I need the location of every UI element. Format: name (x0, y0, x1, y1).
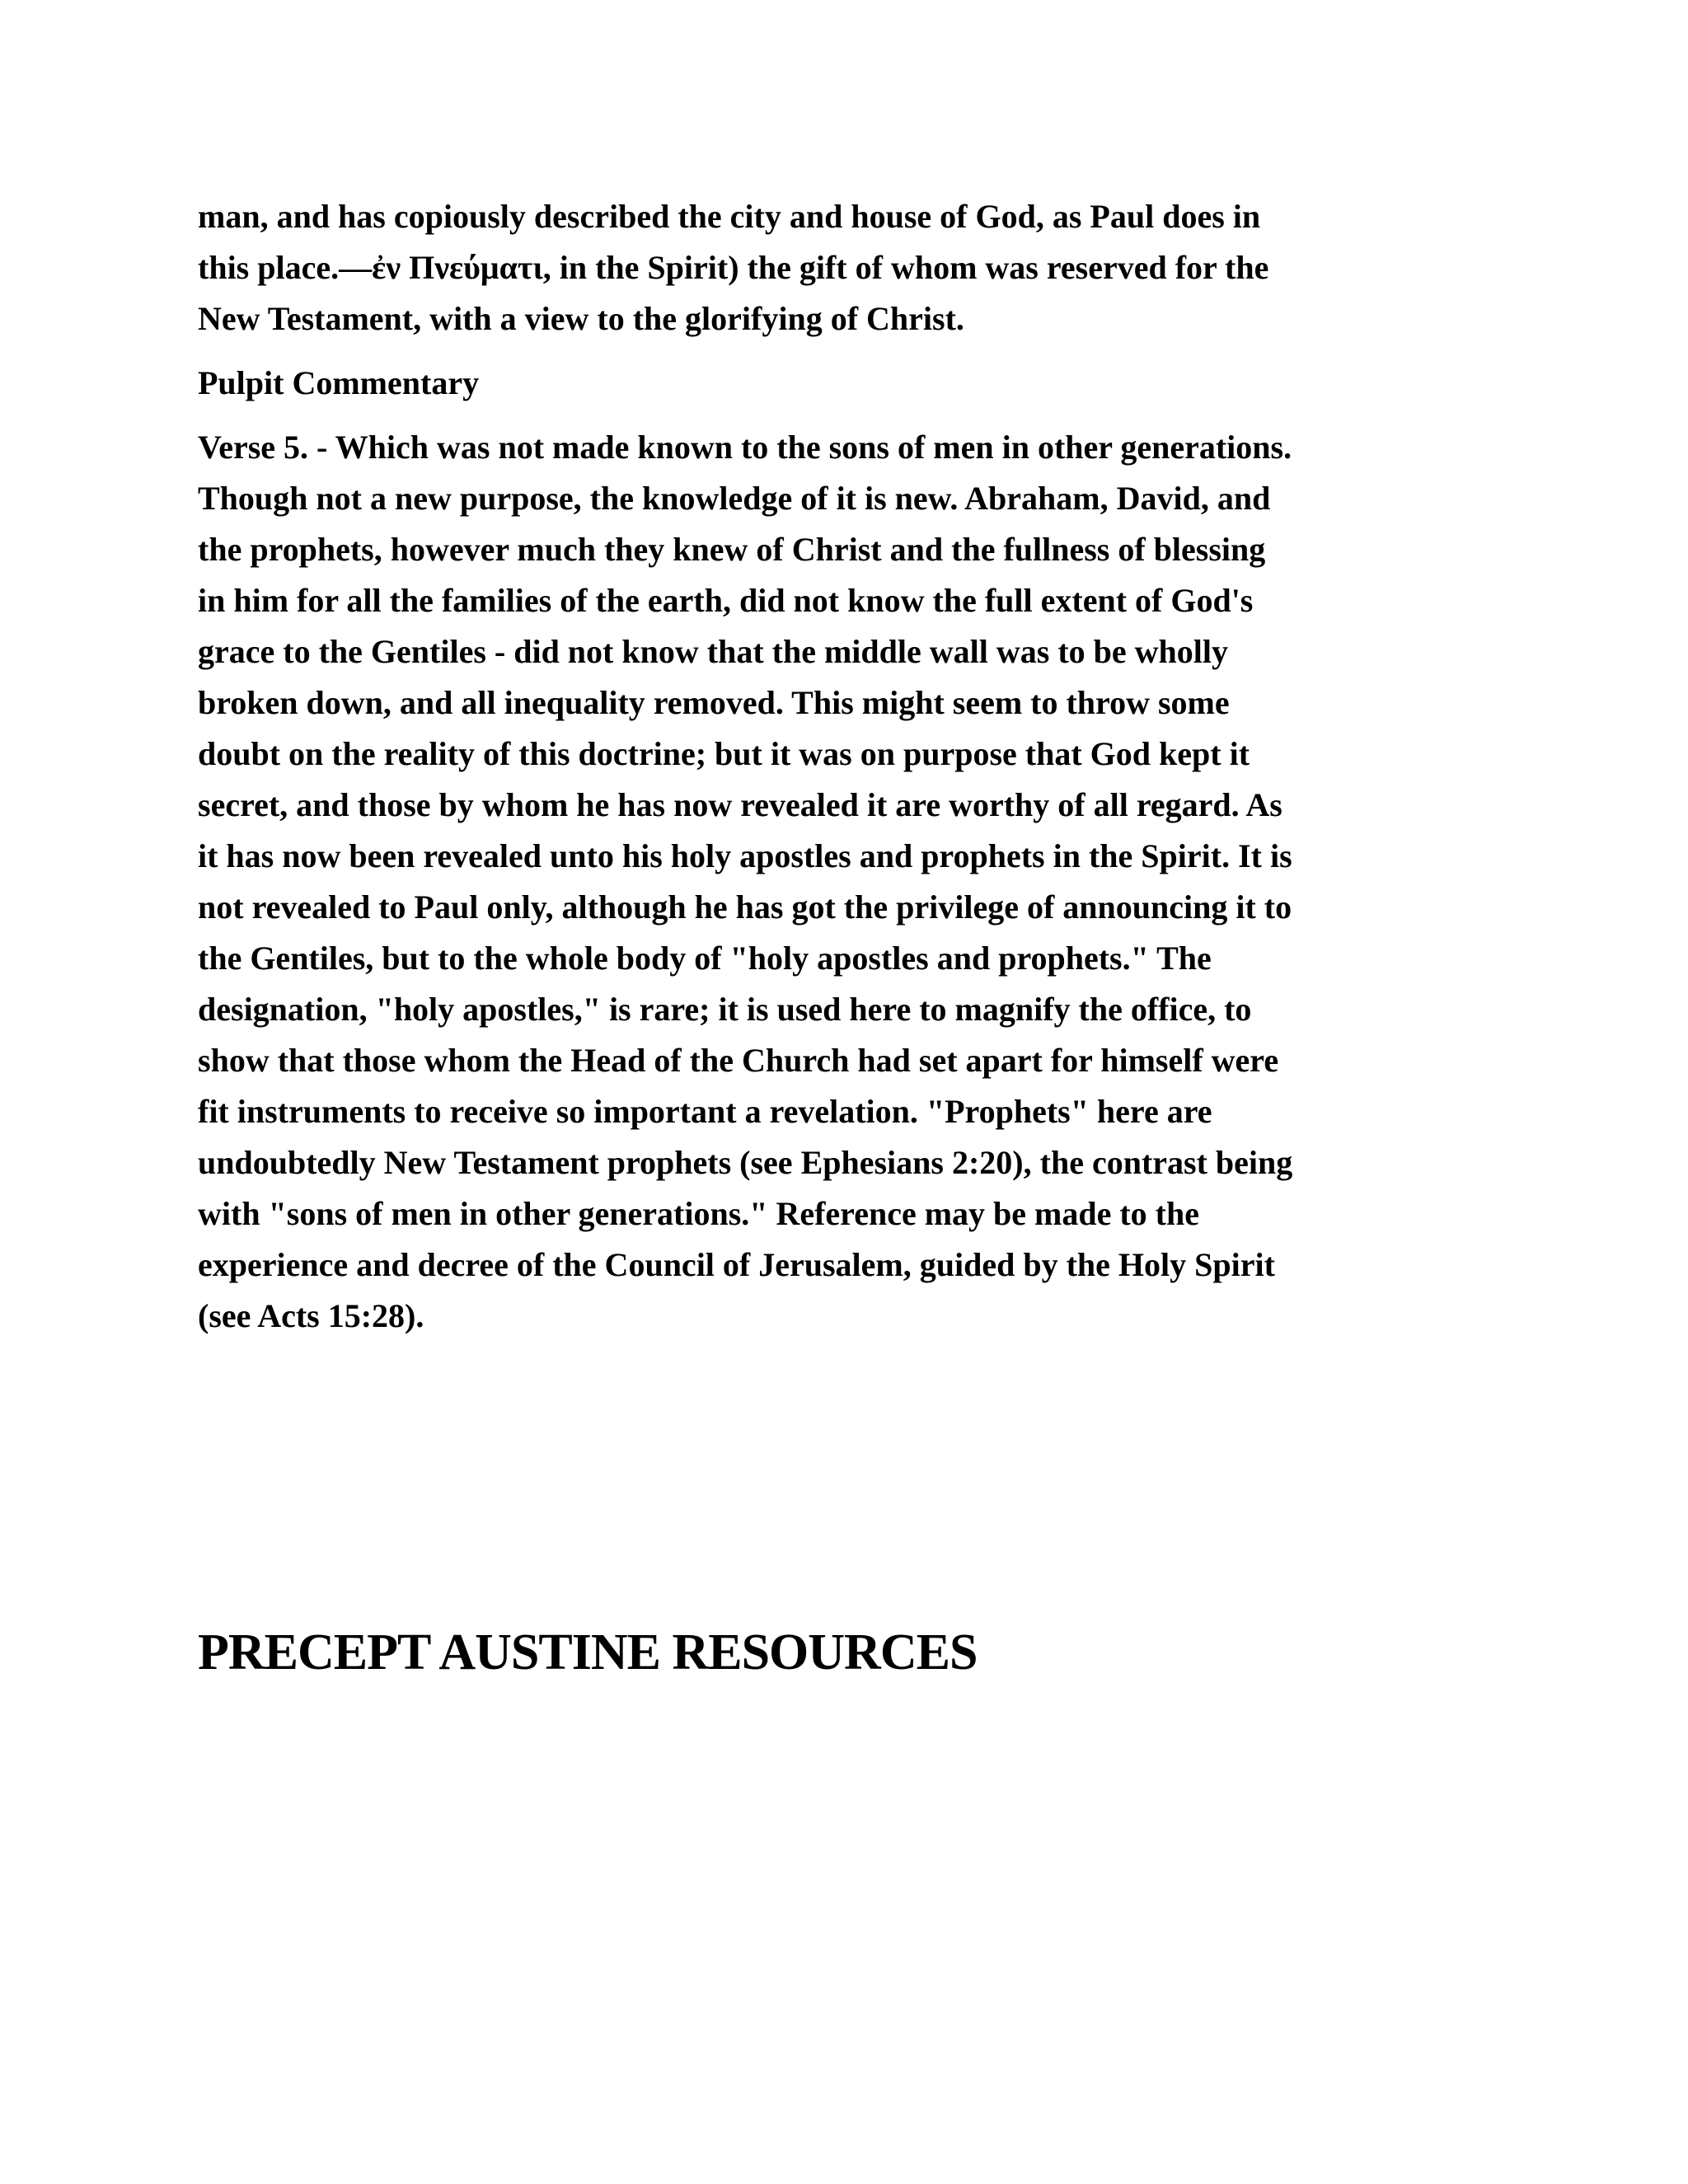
verse-line: it has now been revealed unto his holy apostles and prophets in the Spirit. It is (198, 837, 1292, 874)
document-body (198, 191, 1500, 1342)
commentary-title: Pulpit Commentary (198, 364, 480, 401)
intro-line: New Testament, with a view to the glorifying of Christ. (198, 300, 964, 337)
intro-line: man, and has copiously described the city and house of God, as Paul does in (198, 198, 1261, 235)
verse-line: Though not a new purpose, the knowledge of it is new. Abraham, David, and (198, 480, 1271, 517)
intro-paragraph (198, 191, 1500, 344)
verse-line: broken down, and all inequality removed. This might seem to throw some (198, 684, 1230, 721)
verse-line: Verse 5. - Which was not made known to the sons of men in other generations. (198, 429, 1292, 466)
verse-line: secret, and those by whom he has now revealed it are worthy of all regard. As (198, 786, 1282, 823)
verse-line: in him for all the families of the earth, did not know the full extent of God's (198, 582, 1254, 619)
verse-line: not revealed to Paul only, although he has got the privilege of announcing it to (198, 888, 1292, 926)
verse-line: the prophets, however much they knew of Christ and the fullness of blessing (198, 531, 1266, 568)
verse-line: designation, "holy apostles," is rare; it is used here to magnify the office, to (198, 991, 1252, 1028)
resources-heading: PRECEPT AUSTINE RESOURCES (198, 1624, 978, 1680)
verse-line: the Gentiles, but to the whole body of "holy apostles and prophets." The (198, 940, 1212, 977)
verse-line: show that those whom the Head of the Church had set apart for himself were (198, 1042, 1279, 1079)
verse-line: doubt on the reality of this doctrine; but it was on purpose that God kept it (198, 735, 1250, 772)
intro-line: this place.—ἐν Πνεύματι, in the Spirit) the gift of whom was reserved for the (198, 249, 1269, 286)
verse-line: fit instruments to receive so important a revelation. "Prophets" here are (198, 1093, 1212, 1130)
verse-line: with "sons of men in other generations." Reference may be made to the (198, 1195, 1199, 1232)
verse-line: (see Acts 15:28). (198, 1297, 424, 1334)
verse-line: grace to the Gentiles - did not know that the middle wall was to be wholly (198, 633, 1228, 670)
verse-line: undoubtedly New Testament prophets (see Ephesians 2:20), the contrast being (198, 1144, 1293, 1181)
verse-commentary-paragraph (198, 422, 1500, 1342)
verse-line: experience and decree of the Council of Jerusalem, guided by the Holy Spirit (198, 1246, 1275, 1283)
